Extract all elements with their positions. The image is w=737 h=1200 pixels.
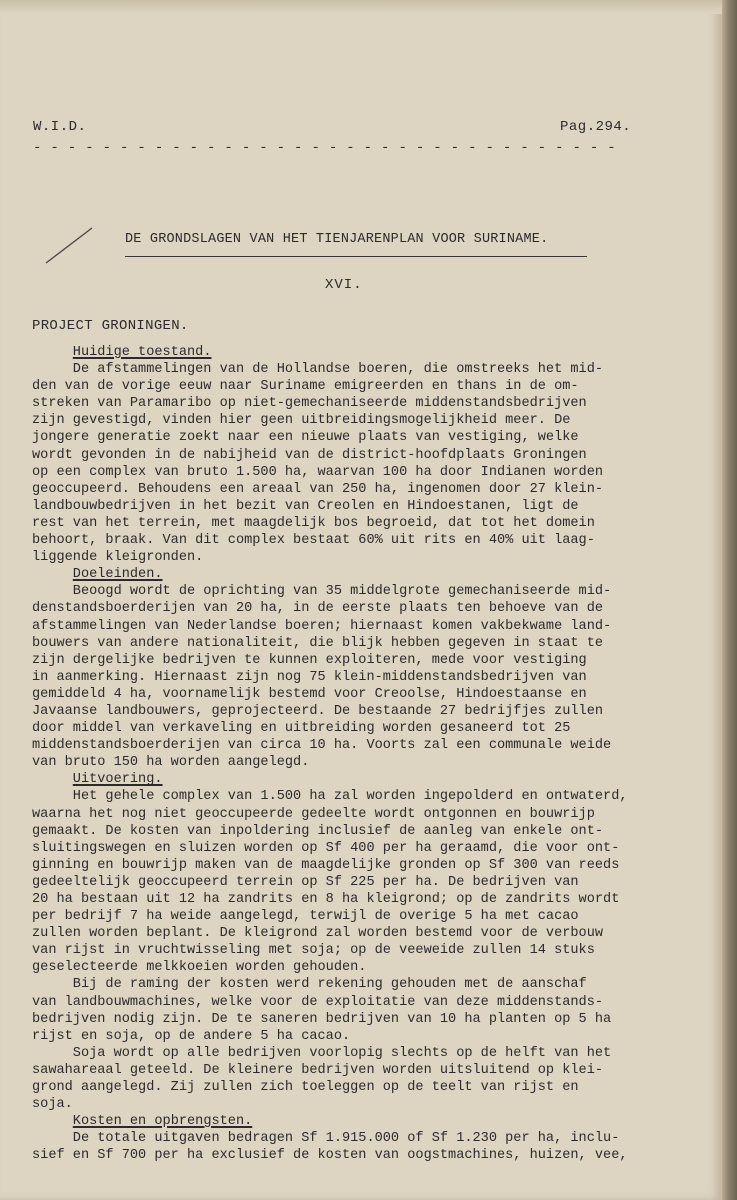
text-line: zijn dergelijke bedrijven te kunnen exploiteren, mede voor vestiging (32, 652, 587, 668)
text-line: grond aangelegd. Zij zullen zich toeleggen op de teelt van rijst en (32, 1080, 579, 1096)
text-line: rijst en soja, op de andere 5 ha cacao. (32, 1028, 351, 1044)
text-line: streken van Paramaribo op niet-gemechaniseerde middenstandsbedrijven (32, 396, 587, 412)
text-line: middenstandsboerderijen van circa 10 ha. Voorts zal een communale weide (32, 738, 612, 754)
text-line: Javaanse landbouwers, geprojecteerd. De bestaande 27 bedrijfjes zullen (32, 703, 604, 719)
text-line: den van de vorige eeuw naar Suriname emigreerden en thans in de om- (32, 379, 579, 395)
text-line: ginning en bouwrijp maken van de maagdelijke gronden op Sf 300 van reeds (32, 857, 620, 873)
text-line: van bruto 150 ha worden aangelegd. (32, 755, 310, 771)
text-line: zullen worden beplant. De kleigrond zal worden bestemd voor de verbouw (32, 926, 604, 942)
text-line: bouwers van andere nationaliteit, die blijk hebben gegeven in staat te (32, 635, 604, 651)
text-line: zijn gevestigd, vinden hier geen uitbreidingsmogelijkheid meer. De (32, 413, 571, 429)
section-heading-text: Doeleinden. (72, 567, 163, 583)
text-line: gemaakt. De kosten van inpoldering inclusief de aanleg van enkele ont- (32, 823, 604, 839)
text-line: Het gehele complex van 1.500 ha zal worden ingepolderd en ontwaterd, (32, 789, 628, 805)
text-line: soja. (32, 1097, 73, 1113)
text-line: geselecteerde melkkoeien worden gehouden. (32, 960, 367, 976)
text-line: van rijst in vruchtwisseling met soja; op de veeweide zullen 14 stuks (32, 943, 595, 959)
text-line: wordt gevonden in de nabijheid van de district-hoofdplaats Groningen (32, 447, 587, 463)
project-heading: PROJECT GRONINGEN. (32, 318, 189, 334)
title-underline (125, 256, 587, 257)
page-number: Pag.294. (560, 119, 632, 135)
chapter-number: XVI. (325, 277, 363, 293)
text-line: Soja wordt op alle bedrijven voorlopig slechts op de helft van het (32, 1045, 612, 1061)
text-line: 20 ha bestaan uit 12 ha zandrits en 8 ha kleigrond; op de zandrits wordt (32, 892, 620, 907)
section-heading (32, 1113, 722, 1130)
page-right-edge (722, 0, 737, 1200)
text-line: in aanmerking. Hiernaast zijn nog 75 klein-middenstandsbedrijven van (32, 669, 587, 685)
text-line: gemiddeld 4 ha, voornamelijk bestemd voor Creoolse, Hindoestaanse en (32, 686, 587, 702)
text-line: geoccupeerd. Behoudens een areaal van 250 ha, ingenomen door 27 klein- (32, 481, 604, 497)
header-left: W.I.D. (33, 119, 87, 135)
section-heading-text: Kosten en opbrengsten. (72, 1114, 253, 1130)
text-line: op een complex van bruto 1.500 ha, waarvan 100 ha door Indianen worden (32, 464, 604, 480)
text-line: bedrijven nodig zijn. De te saneren bedrijven van 10 ha planten op 5 ha (32, 1011, 612, 1027)
text-line: afstammelingen van Nederlandse boeren; hiernaast komen vakbekwame land- (32, 618, 612, 634)
text-line: van landbouwmachines, welke voor de exploitatie van deze middenstands- (32, 994, 604, 1010)
text-line: rest van het terrein, met maagdelijk bos begroeid, dat tot het domein (32, 515, 595, 531)
text-line: landbouwbedrijven in het bezit van Creolen en Hindoestanen, ligt de (32, 498, 579, 514)
page-top-edge (0, 0, 737, 14)
text-line: sluitingswegen en sluizen worden op Sf 400 per ha geraamd, die voor ont- (32, 840, 620, 856)
text-line: Bij de raming der kosten werd rekening gehouden met de aanschaf (32, 977, 587, 993)
text-line: De afstammelingen van de Hollandse boeren, die omstreeks het mid- (32, 362, 604, 378)
text-line: per bedrijf 7 ha weide aangelegd, terwijl de overige 5 ha met cacao (32, 909, 579, 925)
section-heading (32, 566, 722, 583)
body-text (32, 344, 722, 1165)
section-heading-text: Uitvoering. (72, 772, 163, 788)
document-title: DE GRONDSLAGEN VAN HET TIENJARENPLAN VOOR SURINAME. (125, 232, 549, 247)
text-line: De totale uitgaven bedragen Sf 1.915.000 of Sf 1.230 per ha, inclu- (32, 1131, 620, 1147)
text-line: liggende kleigronden. (32, 550, 204, 566)
text-line: behoort, braak. Van dit complex bestaat 60% uit rits en 40% uit laag- (32, 533, 595, 549)
section-heading-text: Huidige toestand. (72, 345, 212, 360)
text-line: Beoogd wordt de oprichting van 35 middelgrote gemechaniseerde mid- (32, 584, 612, 600)
section-heading (32, 771, 722, 788)
text-line: door middel van verkaveling en uitbreiding worden gesaneerd tot 25 (32, 721, 571, 737)
text-line: denstandsboerderijen van 20 ha, in de eerste plaats ten behoeve van de (32, 601, 604, 617)
text-line: sawahareaal geteeld. De kleinere bedrijven worden uitsluitend op klei- (32, 1062, 604, 1078)
text-line: gedeeltelijk geoccupeerd terrein op Sf 225 per ha. De bedrijven van (32, 874, 579, 890)
text-line: waarna het nog niet geoccupeerde gedeelte wordt ontgonnen en bouwrijp (32, 806, 595, 822)
pencil-mark (42, 226, 94, 266)
section-heading (32, 344, 722, 361)
text-line: sief en Sf 700 per ha exclusief de kosten van oogstmachines, huizen, vee, (32, 1148, 628, 1164)
header-rule: - - - - - - - - - - - - - - - - - - - - - - - - - - - - - - - - - - (33, 140, 616, 156)
text-line: jongere generatie zoekt naar een nieuwe plaats van vestiging, welke (32, 430, 579, 446)
